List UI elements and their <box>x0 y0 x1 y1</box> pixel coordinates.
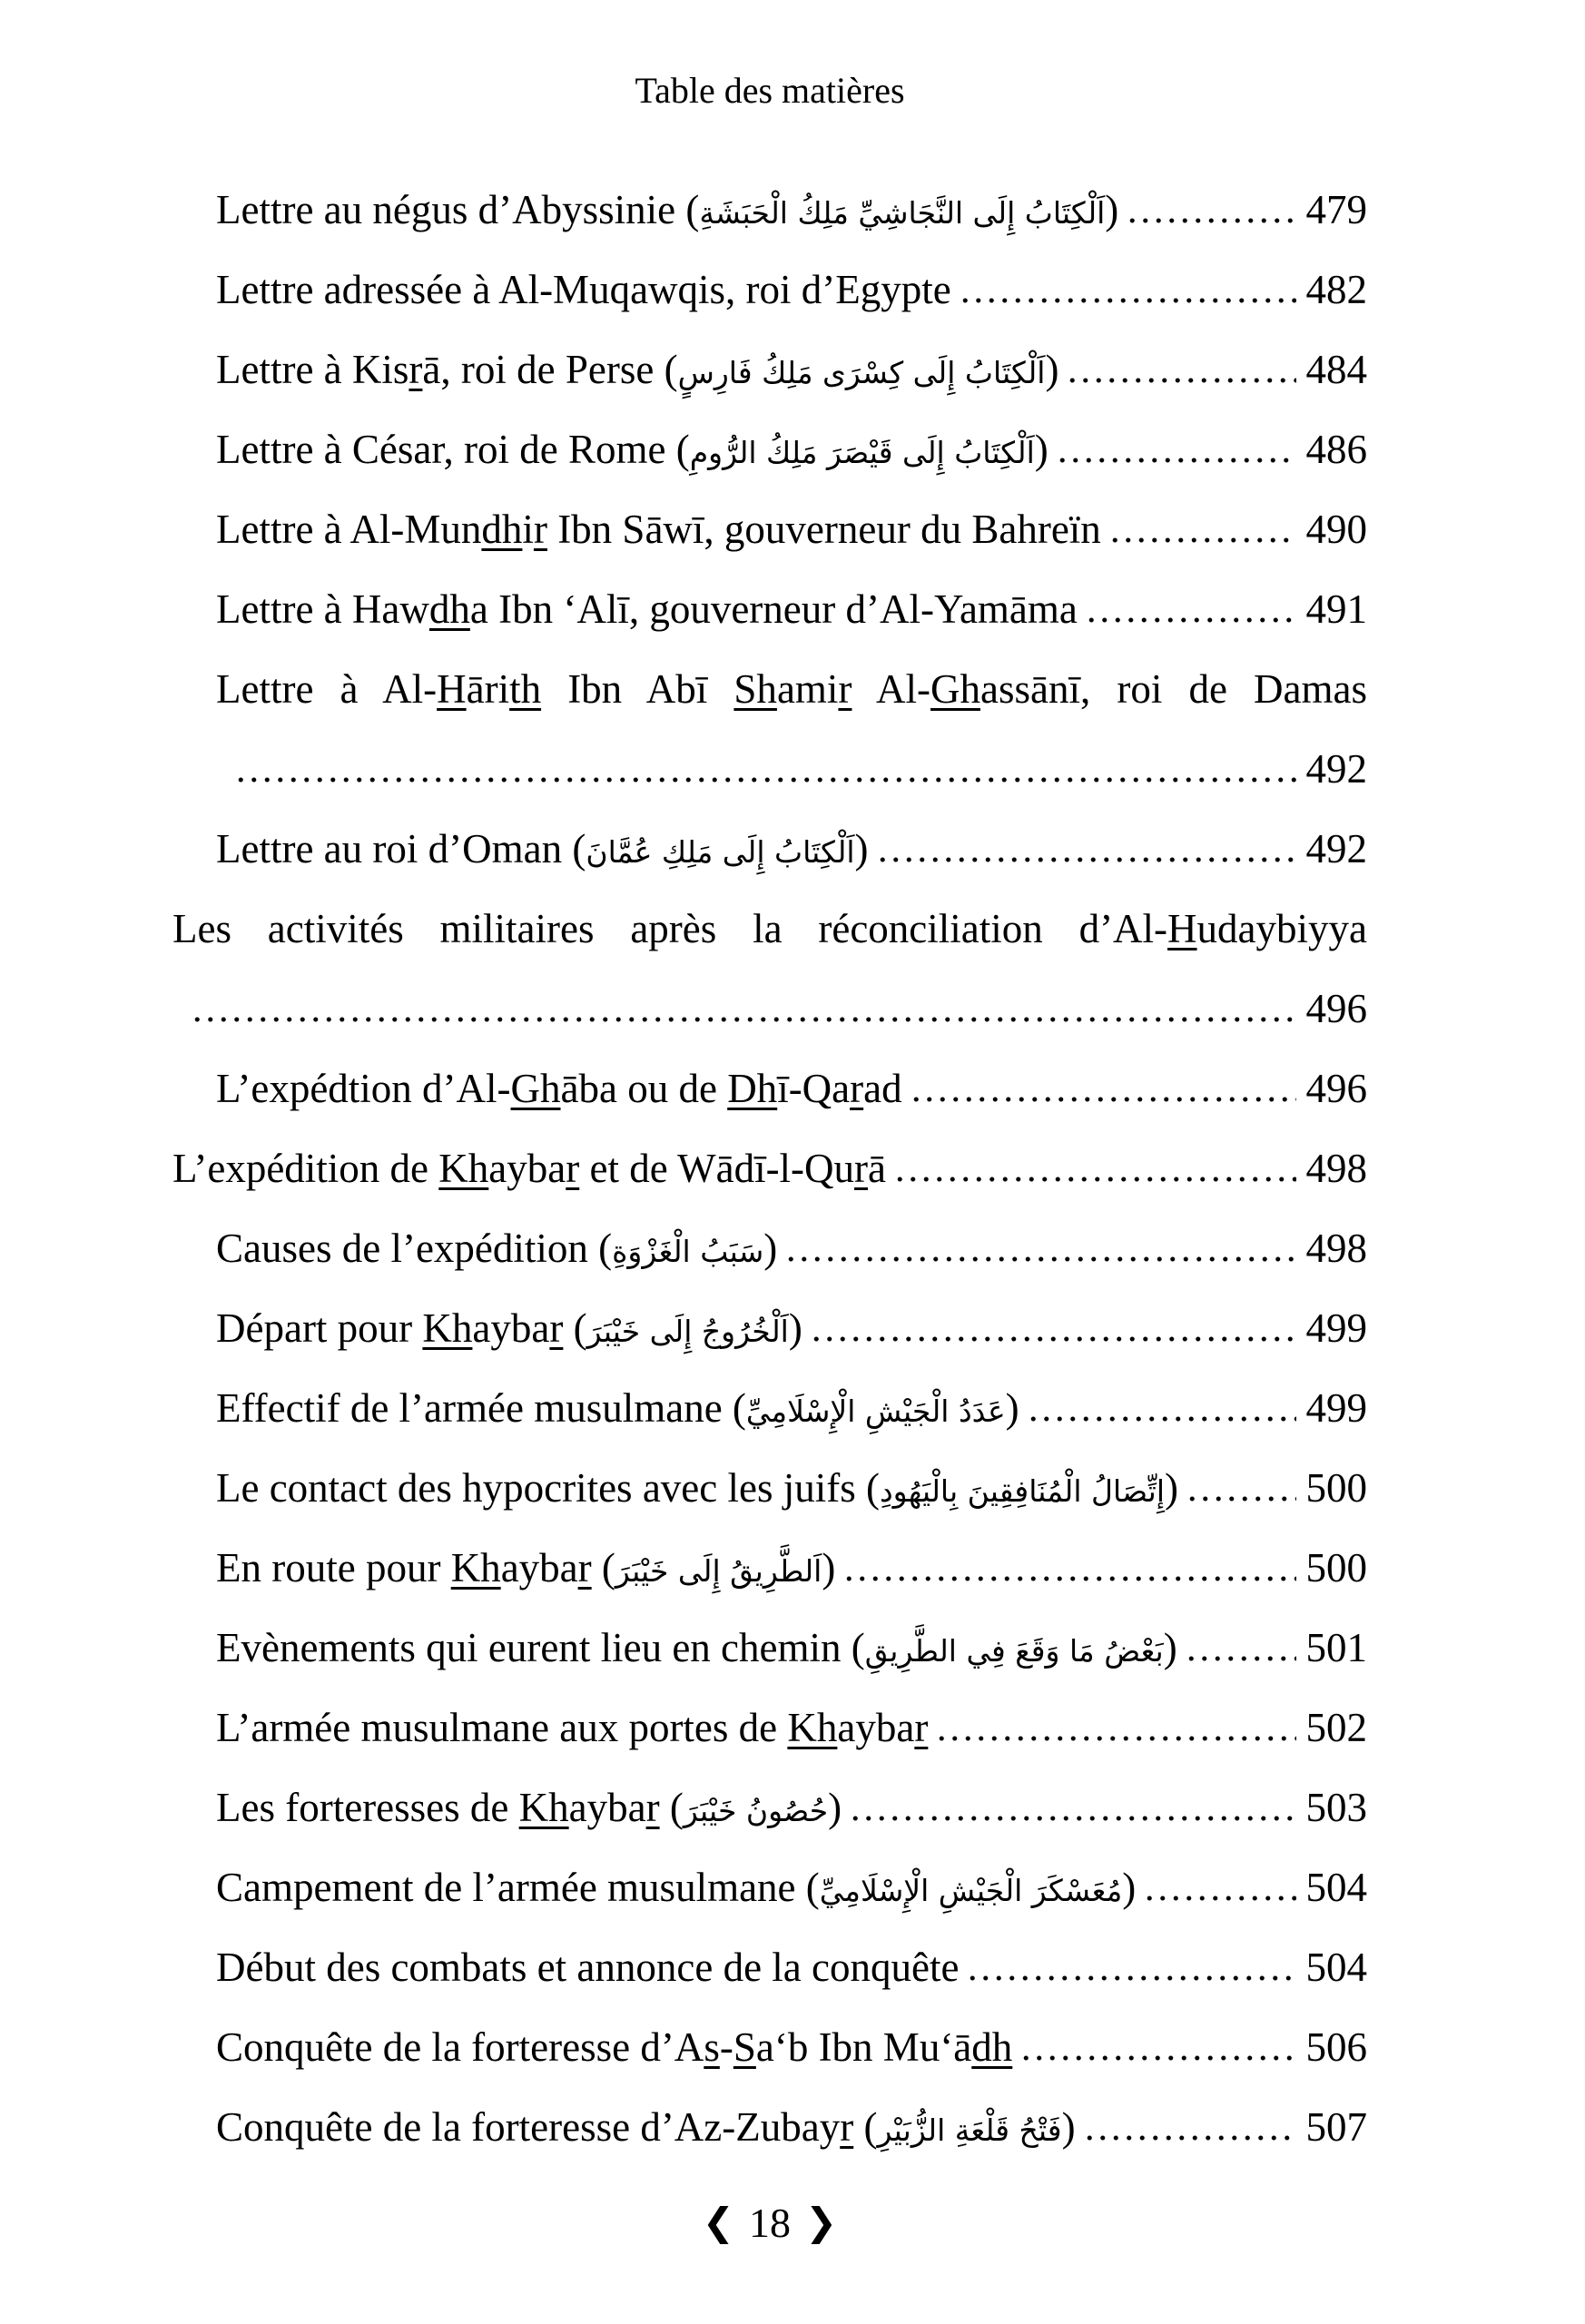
transliteration-underline: th <box>509 666 542 712</box>
toc-entry-label: Lettre à Al-Mundhir Ibn Sāwī, gouverneur du Bahreïn <box>216 507 1101 552</box>
dot-leader <box>1066 378 1296 383</box>
toc-entry <box>172 906 1367 1031</box>
toc-entry-label: Départ pour Khaybar (اَلْخُرُوجُ إِلَى خَيْبَرَ) <box>216 1305 802 1351</box>
toc-entry-page-number: 492 <box>1305 746 1367 792</box>
dot-leader <box>1185 1656 1296 1661</box>
arabic-phrase: بَعْضُ مَا وَقَعَ فِي الطَّرِيقِ <box>864 1633 1164 1669</box>
toc-entry-label: Conquête de la forteresse d’Az-Zubayr (فَتْحُ قَلْعَةِ الزُّبَيْرِ) <box>216 2104 1076 2150</box>
toc-entry-label: Les forteresses de Khaybar (حُصُونُ خَيْبَرَ) <box>216 1785 842 1830</box>
arabic-phrase: اَلطَّرِيقُ إِلَى خَيْبَرَ <box>615 1553 822 1589</box>
toc-entry <box>172 1545 1367 1590</box>
transliteration-underline: Kh <box>438 1146 489 1191</box>
toc-entry <box>172 1146 1367 1191</box>
toc-entry-page-number: 496 <box>1305 1066 1367 1111</box>
toc-entry-page-number: 498 <box>1305 1146 1367 1191</box>
toc-entry-page-number: 499 <box>1305 1385 1367 1431</box>
toc-entry-label: Conquête de la forteresse d’As-Sa‘b Ibn Mu‘ādh <box>216 2024 1013 2070</box>
toc-entry-label: Lettre à César, roi de Rome (اَلْكِتَابُ إِلَى قَيْصَرَ مَلِكُ الرُّومِ) <box>216 427 1048 472</box>
transliteration-underline: S <box>733 2024 756 2070</box>
transliteration-underline: H <box>437 666 467 712</box>
arabic-phrase: اَلْكِتَابُ إِلَى النَّجَاشِيِّ مَلِكُ الْحَبَشَةِ <box>699 195 1106 231</box>
toc-entry-label: En route pour Khaybar (اَلطَّرِيقُ إِلَى خَيْبَرَ) <box>216 1545 836 1590</box>
toc-entry <box>172 267 1367 312</box>
toc-entry-page-number: 507 <box>1305 2104 1367 2150</box>
arabic-phrase: فَتْحُ قَلْعَةِ الزُّبَيْرِ <box>877 2112 1062 2148</box>
toc-entry-page-number: 492 <box>1305 826 1367 872</box>
arabic-phrase: حُصُونُ خَيْبَرَ <box>683 1793 829 1828</box>
toc-entry <box>172 1066 1367 1111</box>
transliteration-underline: dh <box>481 507 523 552</box>
toc-entry-label: L’expédition de Khaybar et de Wādī-l-Qurā <box>172 1146 887 1191</box>
toc-entry-label: Lettre à Hawdha Ibn ‘Alī, gouverneur d’Al-Yamāma <box>216 586 1078 632</box>
toc-entry-label: Lettre au roi d’Oman (اَلْكِتَابُ إِلَى مَلِكِ عُمَّانَ) <box>216 826 869 872</box>
arabic-phrase: سَبَبُ الْغَزْوَةِ <box>612 1234 764 1269</box>
toc-entry-page-number: 500 <box>1305 1465 1367 1511</box>
dot-leader <box>966 1975 1296 1981</box>
toc-entry <box>172 826 1367 872</box>
right-ornament-icon: ❯ <box>805 2200 838 2244</box>
toc-entry <box>172 1385 1367 1431</box>
toc-entry <box>172 1945 1367 1990</box>
toc-entry-continuation <box>172 986 1367 1031</box>
toc-entry <box>172 1625 1367 1670</box>
transliteration-underline: Gh <box>510 1066 561 1111</box>
dot-leader <box>1056 458 1296 463</box>
dot-leader <box>1027 1416 1296 1422</box>
transliteration-underline: Sh <box>733 666 777 712</box>
transliteration-underline: Kh <box>422 1305 473 1351</box>
toc-entry <box>172 1305 1367 1351</box>
toc-entry <box>172 1865 1367 1910</box>
arabic-phrase: اَلْكِتَابُ إِلَى مَلِكِ عُمَّانَ <box>586 834 855 870</box>
transliteration-underline: r <box>850 1066 864 1111</box>
toc-entry-label: Lettre à Kisrā, roi de Perse (اَلْكِتَابُ إِلَى كِسْرَى مَلِكُ فَارِسٍ) <box>216 347 1059 392</box>
toc-entry-page-number: 479 <box>1305 187 1367 232</box>
toc-entry <box>172 2104 1367 2150</box>
transliteration-underline: r <box>840 2104 854 2150</box>
toc-entry-page-number: 503 <box>1305 1785 1367 1830</box>
arabic-phrase: اَلْخُرُوجُ إِلَى خَيْبَرَ <box>586 1314 789 1349</box>
toc-entry-page-number: 502 <box>1305 1705 1367 1750</box>
dot-leader <box>191 1017 1296 1022</box>
transliteration-underline: r <box>549 1305 564 1351</box>
transliteration-underline: Dh <box>727 1066 778 1111</box>
toc-entry-label: Campement de l’armée musulmane (مُعَسْكَرَ الْجَيْشِ الْإِسْلَامِيِّ) <box>216 1865 1137 1910</box>
transliteration-underline: r <box>838 666 852 712</box>
dot-leader <box>910 1097 1296 1102</box>
arabic-phrase: مُعَسْكَرَ الْجَيْشِ الْإِسْلَامِيِّ <box>819 1873 1123 1908</box>
toc-entry-page-number: 484 <box>1305 347 1367 392</box>
toc-entry-page-number: 490 <box>1305 507 1367 552</box>
toc-entry-label: L’expédtion d’Al-Ghāba ou de Dhī-Qarad <box>216 1066 902 1111</box>
arabic-phrase: إِتِّصَالُ الْمُنَافِقِينَ بِالْيَهُودِ <box>879 1473 1166 1509</box>
transliteration-underline: H <box>1167 906 1197 951</box>
arabic-phrase: اَلْكِتَابُ إِلَى قَيْصَرَ مَلِكُ الرُّومِ <box>689 435 1035 470</box>
toc-entry <box>172 1226 1367 1271</box>
toc-entry-page-number: 491 <box>1305 586 1367 632</box>
left-ornament-icon: ❮ <box>702 2200 734 2244</box>
toc-entry <box>172 586 1367 632</box>
arabic-phrase: عَدَدُ الْجَيْشِ الْإِسْلَامِيِّ <box>745 1393 1006 1429</box>
transliteration-underline: Kh <box>518 1785 569 1830</box>
footer-page-number: 18 <box>749 2200 791 2246</box>
dot-leader <box>1108 537 1296 543</box>
dot-leader <box>1126 218 1296 223</box>
dot-leader <box>234 777 1296 783</box>
dot-leader <box>935 1736 1296 1741</box>
transliteration-underline: dh <box>428 586 470 632</box>
transliteration-underline: dh <box>971 2024 1013 2070</box>
toc-entry <box>172 1465 1367 1511</box>
transliteration-underline: r <box>409 347 423 392</box>
toc-entry <box>172 347 1367 392</box>
transliteration-underline: r <box>577 1545 592 1590</box>
toc-entry-page-number: 500 <box>1305 1545 1367 1590</box>
toc-entry-label: Lettre adressée à Al-Muqawqis, roi d’Egypte <box>216 267 951 312</box>
toc-entry-continuation <box>216 746 1367 792</box>
toc-entry <box>172 427 1367 472</box>
dot-leader <box>784 1256 1296 1262</box>
toc-entry-label: Lettre à Al-Hārith Ibn Abī Shamir Al-Ghassānī, roi de Damas <box>216 666 1367 712</box>
dot-leader <box>1085 617 1296 623</box>
toc-entry-label: L’armée musulmane aux portes de Khaybar <box>216 1705 929 1750</box>
toc-list <box>172 187 1367 2150</box>
toc-entry <box>172 1705 1367 1750</box>
toc-entry-label: Les activités militaires après la réconciliation d’Al-Hudaybiyya <box>172 906 1367 951</box>
transliteration-underline: r <box>645 1785 660 1830</box>
dot-leader <box>842 1576 1296 1581</box>
transliteration-underline: Kh <box>450 1545 501 1590</box>
toc-entry-page-number: 496 <box>1305 986 1367 1031</box>
toc-entry-page-number: 504 <box>1305 1945 1367 1990</box>
toc-entry-label: Causes de l’expédition (سَبَبُ الْغَزْوَةِ) <box>216 1226 778 1271</box>
page-title: Table des matières <box>635 70 905 111</box>
dot-leader <box>1083 2135 1296 2141</box>
dot-leader <box>810 1336 1296 1342</box>
transliteration-underline: r <box>914 1705 929 1750</box>
page-footer <box>172 2201 1367 2247</box>
dot-leader <box>893 1177 1296 1182</box>
dot-leader <box>876 857 1296 862</box>
toc-entry-label: Effectif de l’armée musulmane (عَدَدُ الْجَيْشِ الْإِسْلَامِيِّ) <box>216 1385 1019 1431</box>
dot-leader <box>1186 1496 1296 1502</box>
transliteration-underline: r <box>566 1146 580 1191</box>
toc-entry <box>172 2024 1367 2070</box>
arabic-phrase: اَلْكِتَابُ إِلَى كِسْرَى مَلِكُ فَارِسٍ <box>677 355 1046 390</box>
toc-entry-label: Lettre au négus d’Abyssinie (اَلْكِتَابُ إِلَى النَّجَاشِيِّ مَلِكُ الْحَبَشَةِ) <box>216 187 1119 232</box>
toc-entry <box>172 187 1367 232</box>
toc-entry <box>172 507 1367 552</box>
toc-entry-page-number: 482 <box>1305 267 1367 312</box>
dot-leader <box>959 298 1296 303</box>
transliteration-underline: Gh <box>930 666 981 712</box>
toc-entry-page-number: 499 <box>1305 1305 1367 1351</box>
toc-entry-page-number: 498 <box>1305 1226 1367 1271</box>
transliteration-underline: r <box>854 1146 869 1191</box>
toc-entry-page-number: 506 <box>1305 2024 1367 2070</box>
dot-leader <box>1143 1896 1296 1901</box>
toc-entry <box>172 1785 1367 1830</box>
toc-entry-page-number: 486 <box>1305 427 1367 472</box>
toc-entry-page-number: 501 <box>1305 1625 1367 1670</box>
transliteration-underline: r <box>533 507 547 552</box>
dot-leader <box>849 1816 1296 1821</box>
toc-entry-page-number: 504 <box>1305 1865 1367 1910</box>
dot-leader <box>1019 2055 1296 2061</box>
toc-entry <box>172 666 1367 792</box>
toc-entry-label: Evènements qui eurent lieu en chemin (بَعْضُ مَا وَقَعَ فِي الطَّرِيقِ) <box>216 1625 1177 1670</box>
transliteration-underline: Kh <box>787 1705 838 1750</box>
transliteration-underline: s <box>704 2024 720 2070</box>
toc-entry-label: Le contact des hypocrites avec les juifs (إِتِّصَالُ الْمُنَافِقِينَ بِالْيَهُودِ) <box>216 1465 1179 1511</box>
toc-entry-label: Début des combats et annonce de la conquête <box>216 1945 960 1990</box>
